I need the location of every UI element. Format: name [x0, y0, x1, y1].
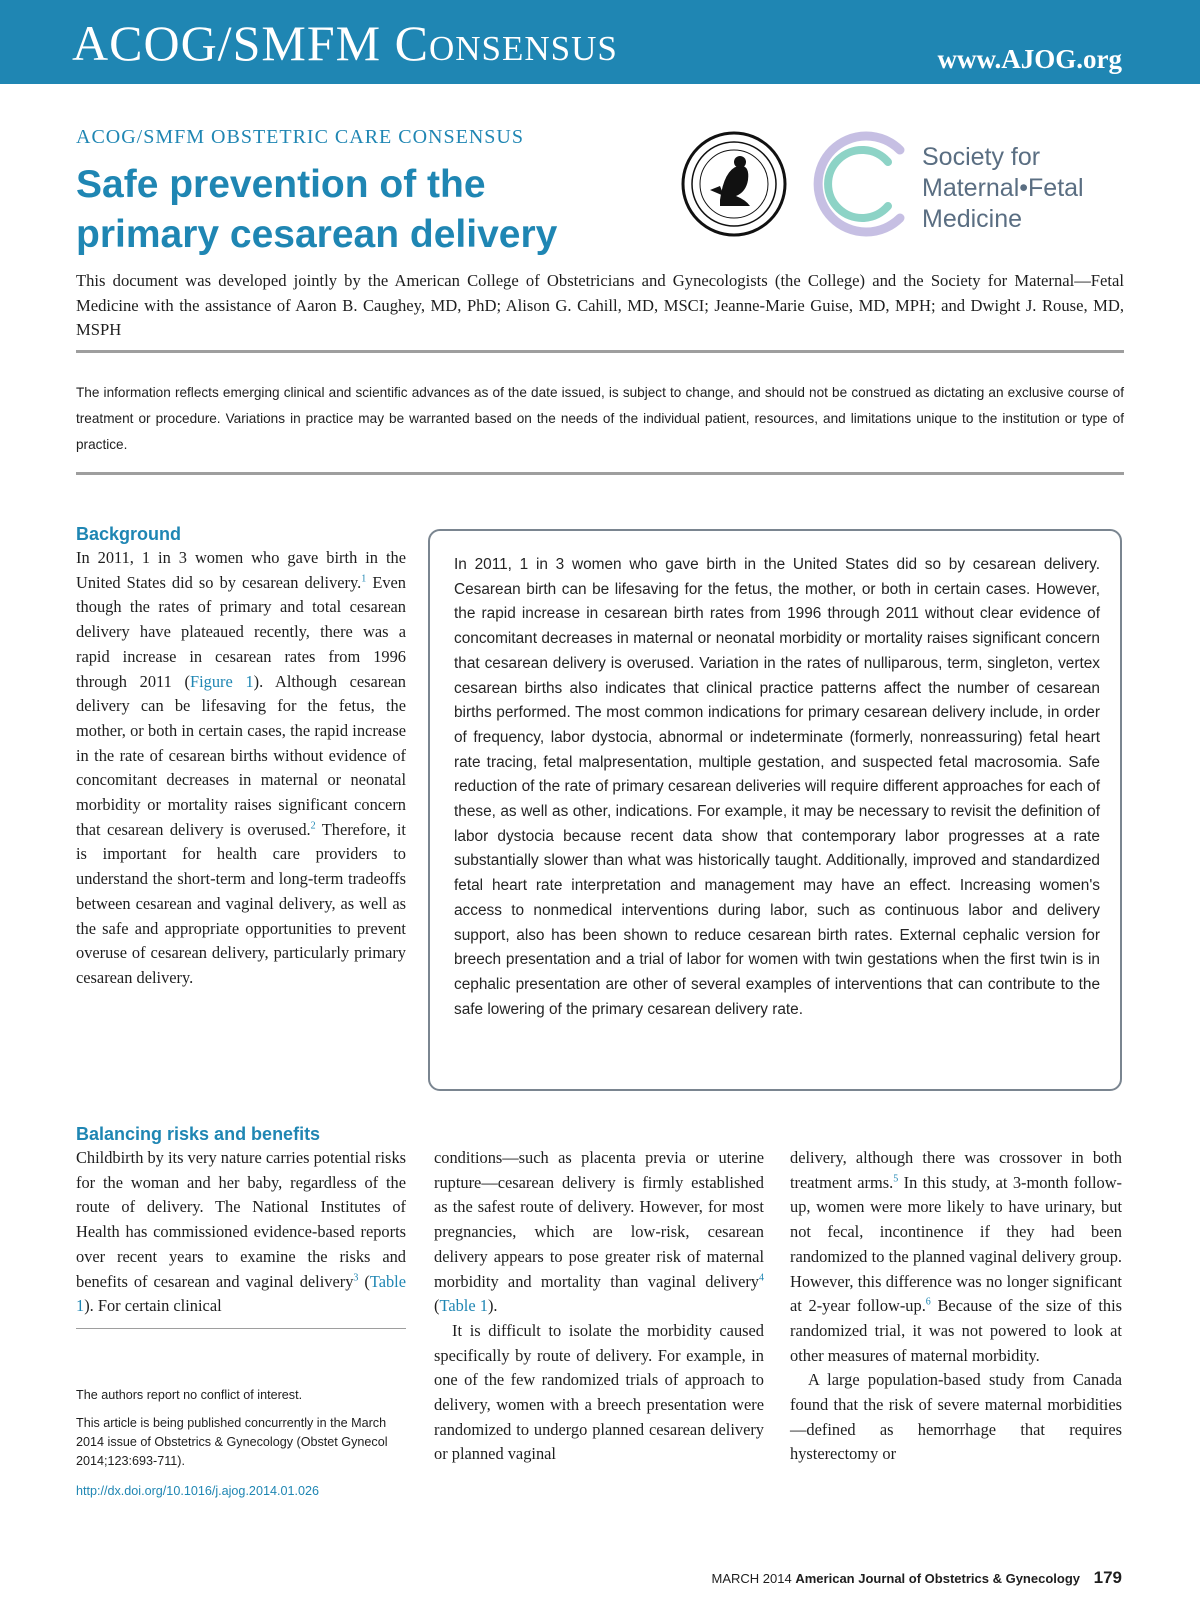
citation-ref[interactable]: 5 — [893, 1173, 899, 1185]
footnote-divider — [76, 1328, 406, 1329]
divider — [76, 472, 1124, 475]
smfm-logo-text — [922, 142, 1162, 235]
journal-url-link[interactable]: www.AJOG.org — [937, 44, 1122, 74]
doi-link[interactable]: http://dx.doi.org/10.1016/j.ajog.2014.01.026 — [76, 1484, 319, 1498]
citation-ref[interactable]: 6 — [925, 1296, 931, 1308]
acog-seal-icon — [680, 130, 788, 238]
smfm-line: Society for — [922, 143, 1041, 171]
citation-ref[interactable]: 4 — [759, 1272, 764, 1284]
journal-name: American Journal of Obstetrics & Gynecology — [795, 1571, 1080, 1586]
background-paragraph: In 2011, 1 in 3 women who gave birth in the United States did so by cesarean delivery.$^1$ Even though the rates of primary and total cesarean delivery have plateaued recently, there was a rapid increase in cesarean rates from 1996 through 2011 (Figure 1). Although cesarean delivery can be lifesaving for the fetus, the mother, or both in certain cases, the rapid increase in the rate of cesarean births without evidence of concomitant decreases in maternal or neonatal morbidity or mortality raises significant concern that cesarean delivery is overused.$^2$ Therefore, it is important for health care providers to understand the short-term and long-term tradeoffs between cesarean and vaginal delivery, as well as the safe and appropriate opportunities to prevent overuse of cesarean delivery, particularly primary cesarean delivery. — [76, 548, 406, 987]
citation-ref[interactable]: 1 — [361, 573, 367, 585]
table-link[interactable]: Table 1 — [439, 1296, 488, 1316]
smfm-logo-icon — [800, 128, 912, 240]
citation-ref[interactable]: 2 — [310, 820, 316, 832]
figure-link[interactable]: Figure 1 — [189, 671, 254, 691]
conflict-footnote: The authors report no conflict of interest. — [76, 1388, 303, 1402]
banner-title: ACOG/SMFM Consensus — [72, 15, 618, 71]
balancing-column-3: delivery, although there was crossover in both treatment arms.$^5$ In this study, at 3-month follow-up, women were more likely to have urinary, but not fecal, incontinence if they had been randomized to the planned vaginal delivery group. However, this difference was no longer significant at 2-year follow-up.$^6$ Because of the size of this randomized trial, it was not powered to look at other measures of maternal morbidity. A large population-based study from Canada found that the risk of severe maternal morbidities—defined as hemorrhage that requires hysterectomy or — [790, 1148, 1122, 1464]
disclaimer: The information reflects emerging clinical and scientific advances as of the date issued, is subject to change, and should not be construed as dictating an exclusive course of treatment or procedure. Variations in practice may be warranted based on the needs of the individual patient, resources, and limitations unique to the institution or type of practice. — [76, 385, 1124, 452]
section-heading-balancing: Balancing risks and benefits — [76, 1124, 321, 1144]
header-banner — [0, 0, 1200, 84]
issue-date: MARCH 2014 — [711, 1571, 792, 1586]
smfm-line: Maternal•Fetal — [922, 174, 1084, 202]
balancing-column-2: conditions—such as placenta previa or uterine rupture—cesarean delivery is firmly established as the safest route of delivery. However, for most pregnancies, which are low-risk, cesarean delivery appears to pose greater risk of maternal morbidity and mortality than vaginal delivery$^4$ (Table 1). It is difficult to isolate the morbidity caused specifically by route of delivery. For example, in one of the few randomized trials of approach to delivery, women with a breech presentation were randomized to undergo planned cesarean delivery or planned vaginal — [434, 1148, 764, 1464]
author-statement: This document was developed jointly by the American College of Obstetricians and Gynecologists (the College) and the Society for Maternal—Fetal Medicine with the assistance of Aaron B. Caughey, MD, PhD; Alison G. Cahill, MD, MSCI; Jeanne-Marie Guise, MD, MPH; and Dwight J. Rouse, MD, MSPH — [76, 271, 1124, 339]
table-link[interactable]: Table 1 — [76, 1271, 407, 1316]
smfm-line: Medicine — [922, 205, 1023, 233]
section-heading-background: Background — [76, 524, 182, 544]
page-footer — [712, 1568, 1122, 1588]
article-title: Safe prevention of the primary cesarean delivery — [76, 163, 558, 256]
publication-footnote: This article is being published concurrently in the March 2014 issue of Obstetrics & Gynecology (Obstet Gynecol 2014;123:693-711). — [76, 1416, 388, 1468]
balancing-column-1: Childbirth by its very nature carries potential risks for the woman and her baby, regardless of the route of delivery. The National Institutes of Health has commissioned evidence-based reports over recent years to examine the risks and benefits of cesarean and vaginal delivery$^3$ (Table 1). For certain clinical — [76, 1148, 407, 1316]
article-kicker: ACOG/SMFM OBSTETRIC CARE CONSENSUS — [76, 126, 524, 148]
page-number: 179 — [1093, 1568, 1122, 1587]
citation-ref[interactable]: 3 — [353, 1272, 359, 1284]
abstract-text: In 2011, 1 in 3 women who gave birth in the United States did so by cesarean delivery. Cesarean birth can be lifesaving for the fetus, the mother, or both in certain cases. However, the rapid increase in cesarean birth rates from 1996 through 2011 without clear evidence of concomitant decreases in maternal or neonatal morbidity or mortality raises significant concern that cesarean delivery is overused. Variation in the rates of nulliparous, term, singleton, vertex cesarean births also indicates that clinical practice patterns affect the number of cesarean births performed. The most common indications for primary cesarean delivery include, in order of frequency, labor dystocia, abnormal or indeterminate (formerly, nonreassuring) fetal heart rate tracing, fetal malpresentation, multiple gestation, and suspected fetal macrosomia. Safe reduction of the rate of primary cesarean deliveries will require different approaches for each of these, as well as other, indications. For example, it may be necessary to revisit the definition of labor dystocia because recent data show that contemporary labor progresses at a rate substantially slower than what was historically taught. Additionally, improved and standardized fetal heart rate interpretation and management may have an effect. Increasing women's access to nonmedical interventions during labor, such as continuous labor and delivery support, also has been shown to reduce cesarean birth rates. External cephalic version for breech presentation and a trial of labor for women with twin gestations when the first twin is in cephalic presentation are other of several examples of interventions that can contribute to the safe lowering of the primary cesarean delivery rate. — [454, 556, 1100, 1018]
divider — [76, 350, 1124, 353]
